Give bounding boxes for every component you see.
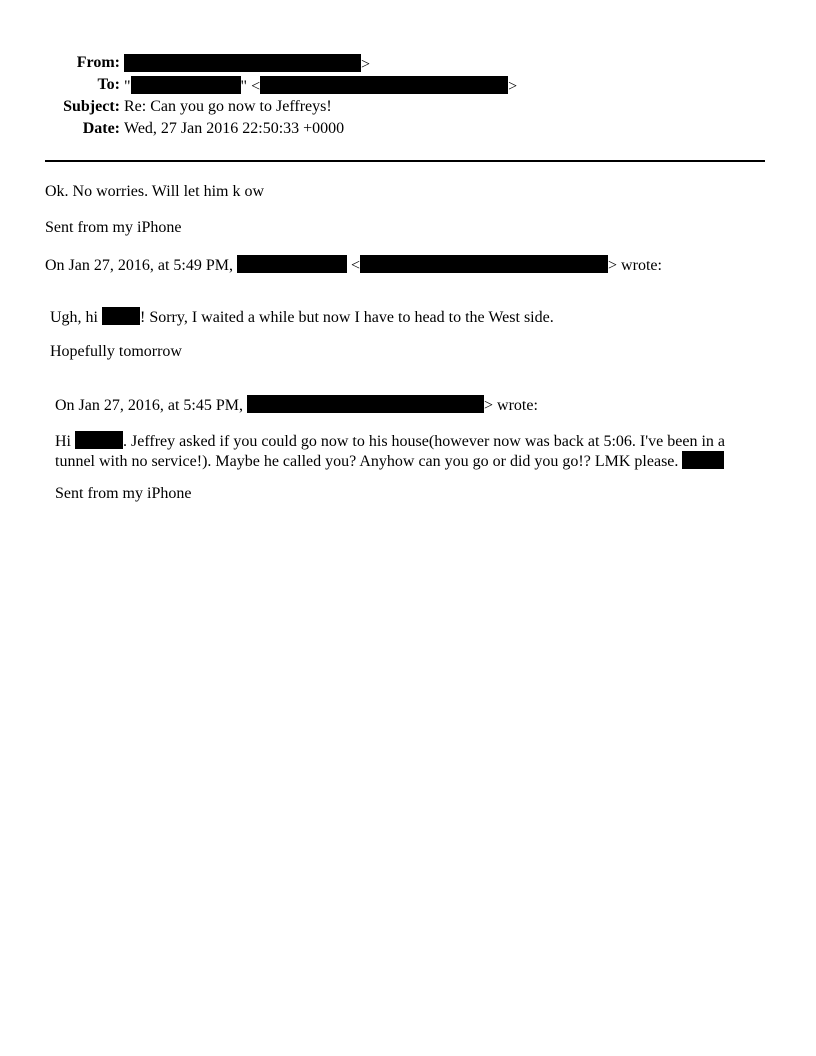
date-value: Wed, 27 Jan 2016 22:50:33 +0000 xyxy=(124,120,345,137)
signature-2: Sent from my iPhone xyxy=(55,485,192,502)
msg2-text: . Jeffrey asked if you could go now to his house(however now was back at 5:06. I've been in a tunnel with no service!). Maybe he called you? Anyhow can you go or did you go!? LMK please. xyxy=(55,433,725,470)
from-label: From: xyxy=(76,54,120,71)
redacted-msg2-name xyxy=(75,431,123,449)
redacted-recipient-name xyxy=(131,76,241,94)
redacted-msg1-name xyxy=(102,307,140,325)
message-2 xyxy=(55,431,745,471)
to-quote-close: " < xyxy=(240,78,261,95)
to-label: To: xyxy=(97,76,120,93)
message-1-line-2: Hopefully tomorrow xyxy=(50,343,182,360)
subject-value: Re: Can you go now to Jeffreys! xyxy=(124,98,332,115)
quote-header-2 xyxy=(55,395,538,415)
redacted-msg2-signoff xyxy=(682,451,724,469)
quote2-prefix: On Jan 27, 2016, at 5:45 PM, xyxy=(55,397,243,414)
to-value xyxy=(124,76,517,96)
quote-header-1 xyxy=(45,255,662,275)
quote1-angle: < xyxy=(351,257,361,274)
redacted-quote1-email xyxy=(360,255,608,273)
from-value xyxy=(124,54,370,74)
signature-1: Sent from my iPhone xyxy=(45,219,182,236)
quote1-prefix: On Jan 27, 2016, at 5:49 PM, xyxy=(45,257,233,274)
redacted-quote2-name xyxy=(247,395,484,413)
redacted-sender xyxy=(124,54,361,72)
message-1-line-1 xyxy=(50,307,554,327)
header-divider xyxy=(45,160,765,162)
msg1-rest: ! Sorry, I waited a while but now I have to head to the West side. xyxy=(140,309,554,326)
msg2-greeting: Hi xyxy=(55,433,71,450)
to-quote-open: " xyxy=(124,78,131,95)
quote2-suffix: > wrote: xyxy=(484,397,538,414)
redacted-recipient-email xyxy=(260,76,508,94)
redacted-quote1-name xyxy=(237,255,347,273)
msg1-greeting: Ugh, hi xyxy=(50,309,98,326)
reply-text: Ok. No worries. Will let him k ow xyxy=(45,183,265,200)
to-suffix: > xyxy=(508,78,518,95)
date-label: Date: xyxy=(82,120,120,137)
from-suffix: > xyxy=(361,56,371,73)
subject-label: Subject: xyxy=(63,98,120,115)
quote1-suffix: > wrote: xyxy=(608,257,662,274)
